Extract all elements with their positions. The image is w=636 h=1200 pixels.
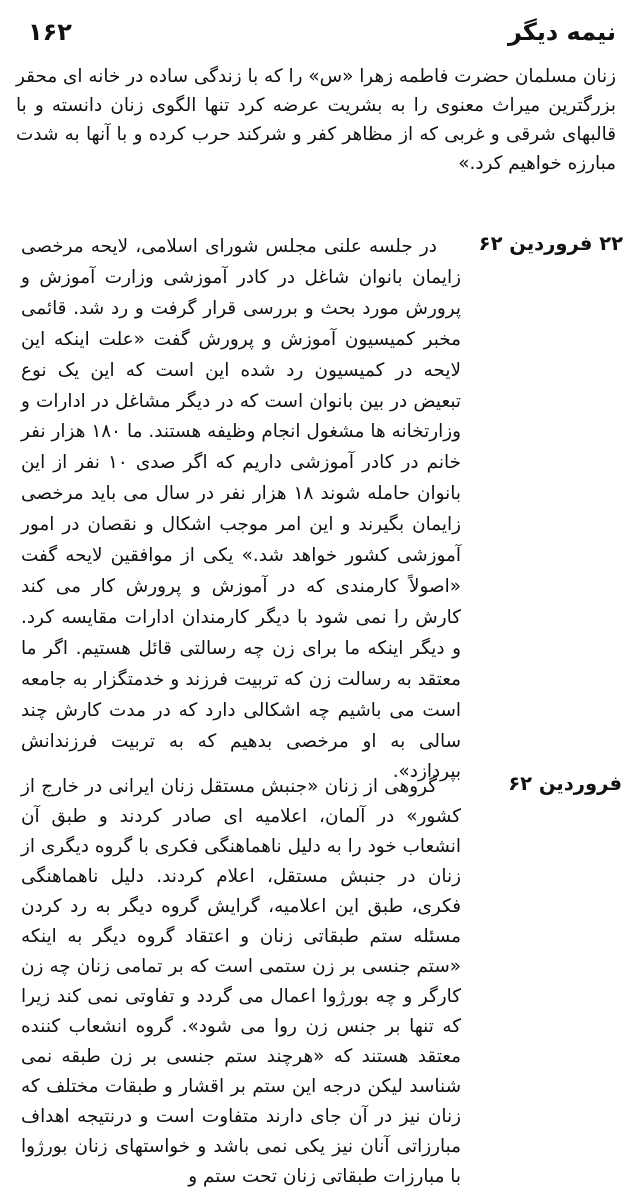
entry-date: فروردین ۶۲ [508, 772, 622, 795]
continued-paragraph [16, 62, 616, 178]
paragraph-text: در جلسه علنی مجلس شورای اسلامی، لایحه مرخصی زایمان بانوان شاغل در کادر آموزشی وزارت آموزش و پرورش مورد بحث و بررسی قرار گرفت و رد شد. قائمی مخبر کمیسیون آموزش و پرورش گفت «علت اینکه این لایحه در کمیسیون رد شده این است که این یک نوع تبعیض در بین بانوان است که در دیگر مشاغل در ادارات و وزارتخانه ها مشغول انجام وظیفه هستند. ما ۱۸۰ هزار نفر خانم در کادر آموزشی داریم که اگر صدی ۱۰ نفر از این بانوان حامله شوند ۱۸ هزار نفر در سال می باید مرخصی زایمان بگیرند و این امر موجب اشکال و نقصان در امور آموزشی کشور خواهد شد.» یکی از موافقین لایحه گفت «اصولاً کارمندی که در آموزش و پرورش کار می کند کارش را نمی شود با دیگر کارمندان ادارات مقایسه کرد. و دیگر اینکه ما برای زن چه رسالتی قائل هستیم. اگر ما معتقد به رسالت زن که تربیت فرزند و خدمتگزار به جامعه است می باشیم چه اشکالی دارد که در مدت کارش چند سالی به او مرخصی بدهیم که به تربیت فرزندانش بپردازد». [21, 236, 461, 783]
page-header [14, 18, 622, 52]
running-title: نیمه دیگر [507, 18, 616, 46]
entry-date: ۲۲ فروردین ۶۲ [478, 232, 623, 255]
entry-body [21, 772, 461, 1192]
paragraph-text: گروهی از زنان «جنبش مستقل زنان ایرانی در خارج از کشور» در آلمان، اعلامیه ای صادر کردند و طبق آن انشعاب خود را به دلیل ناهماهنگی فکری با گروه دیگری از زنان در جنبش مستقل، اعلام کردند. دلیل ناهماهنگی فکری، طبق این اعلامیه، گرایش گروه دیگر به رد کردن مسئله ستم طبقاتی زنان و اعتقاد گروه دیگر به اینکه «ستم جنسی بر زن ستمی است که بر تمامی زنان چه زن کارگر و چه بورژوا اعمال می گردد و تفاوتی نمی کند زیرا که تنها بر جنس زن روا می شود». گروه انشعاب کننده معتقد هستند که «هرچند ستم جنسی بر زن طبقه نمی شناسد لیکن درجه این ستم بر اقشار و طبقات مختلف که زنان نیز در آن جای دارند متفاوت است و درنتیجه اهداف مبارزاتی آنان نیز یکی نمی باشد و خواستهای زنان بورژوا با مبارزات طبقاتی زنان تحت ستم و [21, 776, 461, 1187]
paragraph-text: زنان مسلمان حضرت فاطمه زهرا «س» را که با زندگی ساده در خانه ای محقر بزرگترین میراث معنوی را به بشریت عرضه کرد تنها الگوی زنان دانسته و با قالبهای شرقی و غربی که از مظاهر کفر و شرکند حرب کرده و با آنها به شدت مبارزه خواهیم کرد.» [16, 66, 616, 174]
entry-body [21, 232, 461, 788]
page-number: ۱۶۲ [28, 18, 72, 46]
